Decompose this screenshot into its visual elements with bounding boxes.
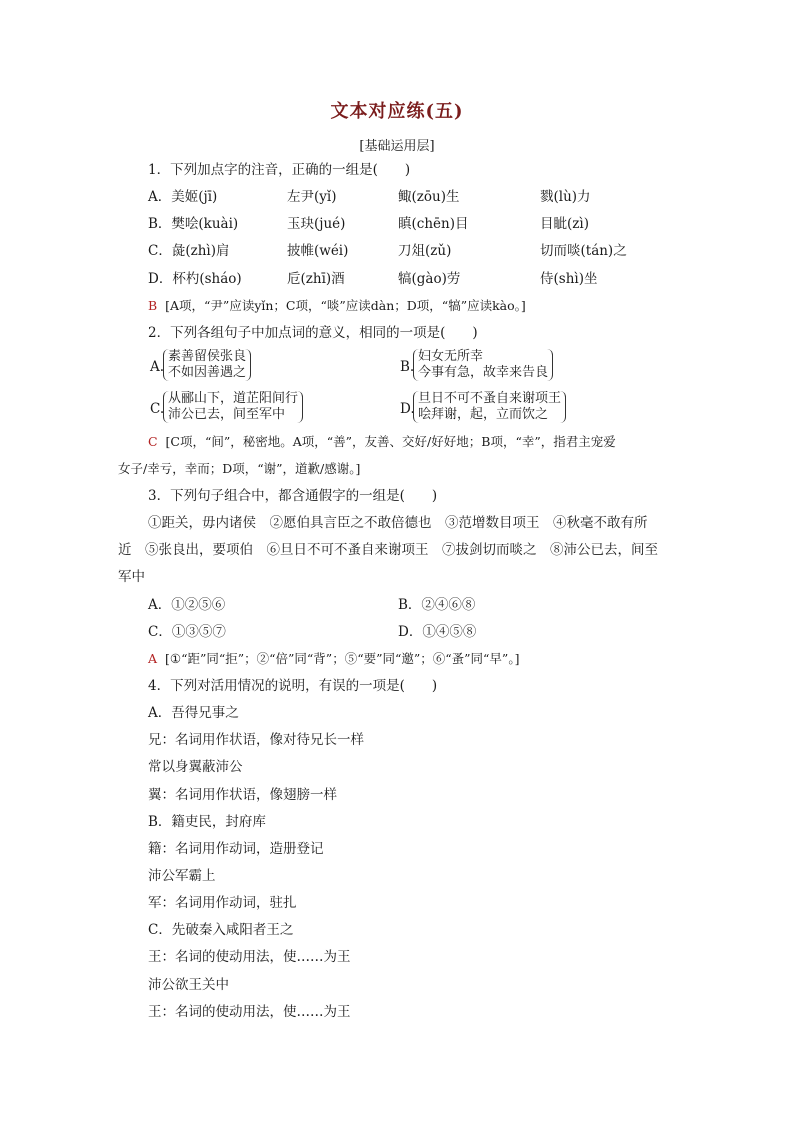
q2-option-a-sentence1: 素善留侯张良: [168, 349, 247, 364]
q3-option-b: B．②④⑥⑧: [398, 597, 476, 613]
q3-answer-explanation: [①“距”同“拒”；②“倍”同“背”；⑤“要”同“邀”；⑥“蚤”同“早”。]: [164, 651, 520, 666]
q4-line: 王：名词的使动用法，使……为王: [148, 949, 351, 965]
q3-body-line3: 军中: [118, 569, 145, 585]
q4-line: A．吾得兄事之: [148, 705, 239, 721]
q2-option-a-label: A.: [150, 359, 165, 375]
q2-answer-letter: C: [148, 434, 158, 449]
q2-option-d-sentence1: 旦日不可不蚤自来谢项王: [418, 391, 562, 406]
q1-option-b-item4: 目眦(zì): [540, 216, 589, 232]
q4-line: 翼：名词用作状语，像翅膀一样: [148, 787, 337, 803]
q3-option-d: D．①④⑤⑧: [398, 624, 477, 640]
q4-line: 常以身翼蔽沛公: [148, 759, 243, 775]
q2-option-d-group: [413, 391, 566, 423]
q2-option-c-sentence1: 从郦山下，道芷阳间行: [168, 391, 299, 406]
q4-line: B．籍吏民，封府库: [148, 814, 266, 830]
q1-option-a-item1: A．美姬(jī): [148, 189, 218, 205]
q3-answer: [148, 650, 519, 668]
q1-option-d-item2: 卮(zhī)酒: [287, 271, 345, 287]
q1-option-b-item1: B．樊哙(kuài): [148, 216, 239, 232]
q1-stem: 1．下列加点字的注音，正确的一组是( ): [148, 162, 411, 178]
q1-option-a-item2: 左尹(yǐ): [287, 189, 337, 205]
q2-answer-explanation-line1: [C项，“间”，秘密地。A项，“善”，友善、交好/好好地；B项，“幸”，指君主宠爱: [165, 434, 616, 449]
q3-body-line2: 近 ⑤张良出，要项伯 ⑥旦日不可不蚤自来谢项王 ⑦拔剑切而啖之 ⑧沛公已去，间至: [118, 542, 658, 558]
q4-line: C．先破秦入咸阳者王之: [148, 922, 294, 938]
q4-stem: 4．下列对活用情况的说明，有误的一项是( ): [148, 678, 438, 694]
q1-option-b-item3: 瞋(chēn)目: [398, 216, 469, 232]
q2-option-c-sentence2: 沛公已去，间至军中: [168, 407, 286, 422]
q2-option-b-sentence2: 今事有急，故幸来告良: [418, 365, 549, 380]
q4-line: 军：名词用作动词，驻扎: [148, 895, 297, 911]
q2-option-d-label: D.: [400, 401, 415, 417]
q4-line: 籍：名词用作动词，造册登记: [148, 841, 324, 857]
q2-option-b-group: [413, 349, 553, 381]
q3-stem: 3．下列句子组合中，都含通假字的一组是( ): [148, 488, 438, 504]
q1-option-d-item3: 犒(gào)劳: [398, 271, 461, 287]
q4-line: 沛公欲王关中: [148, 977, 229, 993]
q3-option-c: C．①③⑤⑦: [148, 624, 226, 640]
q2-option-a-group: [163, 349, 251, 381]
q2-option-b-label: B.: [400, 359, 415, 375]
q2-stem: 2．下列各组句子中加点词的意义，相同的一项是( ): [148, 325, 478, 341]
section-label: [基础运用层]: [359, 139, 435, 154]
q2-option-c-group: [163, 391, 303, 423]
q3-answer-letter: A: [148, 651, 158, 666]
q3-option-a: A．①②⑤⑥: [148, 597, 226, 613]
q1-option-c-item2: 披帷(wéi): [287, 243, 349, 259]
q1-option-d-item1: D．杯杓(sháo): [148, 271, 242, 287]
q4-line: 王：名词的使动用法，使……为王: [148, 1004, 351, 1020]
q1-option-c-item4: 切而啖(tán)之: [540, 243, 627, 259]
q3-body-line1: ①距关，毋内诸侯 ②愿伯具言臣之不敢倍德也 ③范增数目项王 ④秋毫不敢有所: [148, 515, 648, 531]
q2-option-b-sentence1: 妇女无所幸: [418, 349, 484, 364]
q1-option-d-item4: 侍(shì)坐: [540, 271, 598, 287]
q2-answer-explanation-line2: 女子/幸亏，幸而；D项，“谢”，道歉/感谢。]: [118, 461, 361, 476]
q2-option-c-label: C.: [150, 401, 165, 417]
q1-option-a-item3: 鲰(zōu)生: [398, 189, 460, 205]
q1-option-a-item4: 戮(lù)力: [540, 189, 591, 205]
q4-line: 兄：名词用作状语，像对待兄长一样: [148, 732, 364, 748]
q2-option-a-sentence2: 不如因善遇之: [168, 365, 247, 380]
q1-option-c-item1: C．彘(zhì)肩: [148, 243, 230, 259]
q4-line: 沛公军霸上: [148, 868, 216, 884]
q1-answer-explanation: [A项，“尹”应读yǐn；C项，“啖”应读dàn；D项，“犒”应读kào。]: [165, 298, 526, 313]
q2-option-d-sentence2: 哙拜谢，起，立而饮之: [418, 407, 549, 422]
page-title: 文本对应练(五): [330, 101, 464, 122]
q1-answer-letter: B: [148, 298, 158, 313]
q1-option-c-item3: 刀俎(zǔ): [398, 243, 452, 259]
q1-answer: [148, 297, 526, 315]
q2-answer: [148, 433, 616, 451]
q1-option-b-item2: 玉玦(jué): [287, 216, 346, 232]
